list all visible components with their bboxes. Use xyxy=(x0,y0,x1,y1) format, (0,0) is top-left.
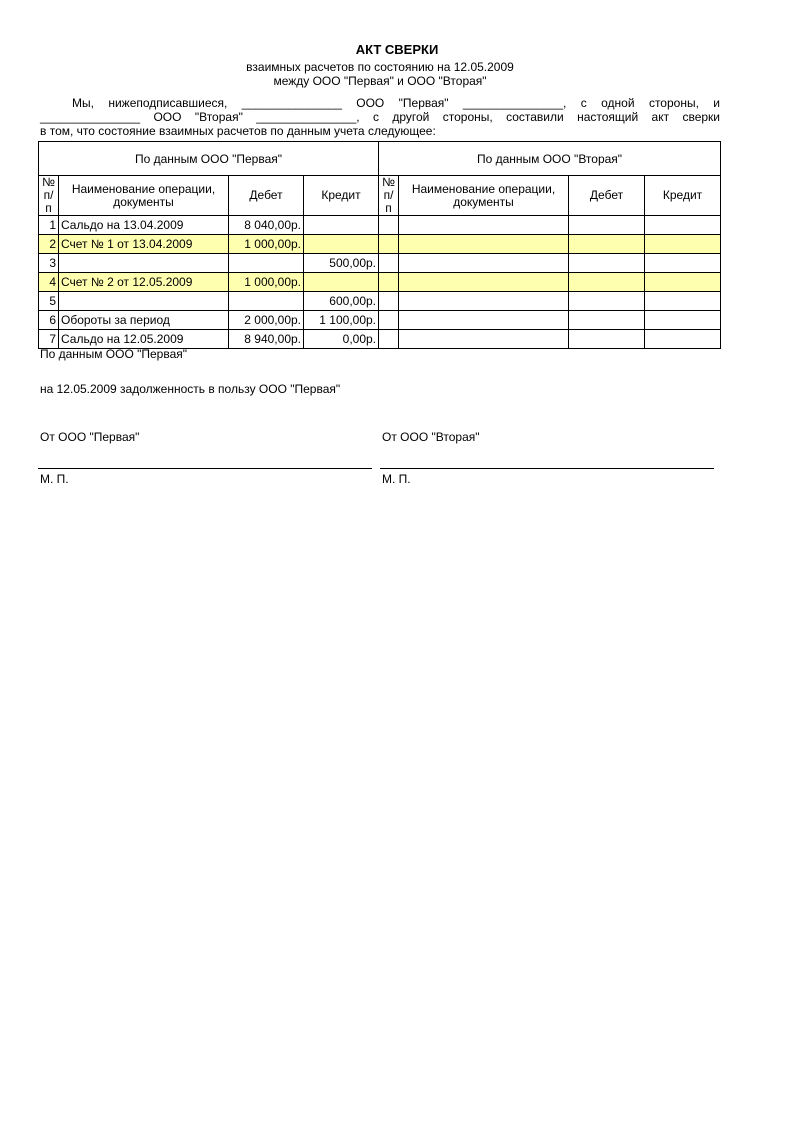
operation-name xyxy=(59,254,229,273)
operation-name xyxy=(59,292,229,311)
document-title: АКТ СВЕРКИ xyxy=(355,42,439,57)
operation-name: Счет № 1 от 13.04.2009 xyxy=(59,235,229,254)
col-num-header: № п/п xyxy=(379,176,399,216)
debit-amount-right xyxy=(569,273,645,292)
col-credit-header: Кредит xyxy=(645,176,721,216)
balance-note-source: По данным ООО "Первая" xyxy=(40,347,188,361)
signature-label-right: От ООО "Вторая" xyxy=(382,430,480,444)
row-number-right xyxy=(379,235,399,254)
row-number: 5 xyxy=(39,292,59,311)
table-row xyxy=(39,235,721,254)
subtitle-line-parties: между ООО "Первая" и ООО "Вторая" xyxy=(273,74,487,88)
table-row xyxy=(39,292,721,311)
operation-name-right xyxy=(399,292,569,311)
row-number-right xyxy=(379,292,399,311)
signature-label-left: От ООО "Первая" xyxy=(40,430,140,444)
row-number-right xyxy=(379,254,399,273)
operation-name-right xyxy=(399,330,569,349)
debit-amount xyxy=(229,292,304,311)
intro-line-1: Мы, нижеподписавшиеся, _______________ ООО "Первая" _______________, с одной стороны, и xyxy=(72,96,720,110)
reconciliation-table xyxy=(38,141,721,349)
table-row xyxy=(39,273,721,292)
document-subtitle xyxy=(0,60,760,88)
credit-amount: 1 100,00р. xyxy=(304,311,379,330)
stamp-place-left: М. П. xyxy=(40,472,69,486)
credit-amount xyxy=(304,216,379,235)
subtitle-line-date: взаимных расчетов по состоянию на 12.05.2009 xyxy=(246,60,514,74)
debit-amount-right xyxy=(569,254,645,273)
credit-amount-right xyxy=(645,330,721,349)
credit-amount xyxy=(304,235,379,254)
credit-amount-right xyxy=(645,292,721,311)
intro-paragraph xyxy=(40,96,720,138)
credit-amount-right xyxy=(645,254,721,273)
row-number: 2 xyxy=(39,235,59,254)
credit-amount: 600,00р. xyxy=(304,292,379,311)
debit-amount: 1 000,00р. xyxy=(229,235,304,254)
signature-line-left xyxy=(38,468,372,469)
debit-amount: 2 000,00р. xyxy=(229,311,304,330)
debit-amount-right xyxy=(569,292,645,311)
col-name-header: Наименование операции, документы xyxy=(399,176,569,216)
right-group-header: По данным ООО "Вторая" xyxy=(379,142,721,176)
table-row xyxy=(39,330,721,349)
debit-amount-right xyxy=(569,216,645,235)
intro-line-3: в том, что состояние взаимных расчетов по данным учета следующее: xyxy=(40,124,436,138)
operation-name: Сальдо на 13.04.2009 xyxy=(59,216,229,235)
row-number: 4 xyxy=(39,273,59,292)
credit-amount: 0,00р. xyxy=(304,330,379,349)
balance-note-debt: на 12.05.2009 задолженность в пользу ООО "Первая" xyxy=(40,382,341,396)
operation-name: Сальдо на 12.05.2009 xyxy=(59,330,229,349)
credit-amount-right xyxy=(645,273,721,292)
operation-name-right xyxy=(399,216,569,235)
credit-amount-right xyxy=(645,311,721,330)
col-name-header: Наименование операции, документы xyxy=(59,176,229,216)
operation-name-right xyxy=(399,273,569,292)
col-num-header: № п/п xyxy=(39,176,59,216)
table-row xyxy=(39,311,721,330)
row-number-right xyxy=(379,311,399,330)
operation-name-right xyxy=(399,311,569,330)
col-debit-header: Дебет xyxy=(569,176,645,216)
table-row xyxy=(39,254,721,273)
debit-amount-right xyxy=(569,235,645,254)
row-number: 1 xyxy=(39,216,59,235)
row-number: 6 xyxy=(39,311,59,330)
row-number-right xyxy=(379,216,399,235)
credit-amount xyxy=(304,273,379,292)
intro-line-2: _______________ ООО "Вторая" _______________, с другой стороны, составили настоящий акт сверки xyxy=(40,110,720,124)
operation-name: Счет № 2 от 12.05.2009 xyxy=(59,273,229,292)
credit-amount-right xyxy=(645,235,721,254)
row-number-right xyxy=(379,330,399,349)
operation-name-right xyxy=(399,254,569,273)
debit-amount: 8 040,00р. xyxy=(229,216,304,235)
debit-amount-right xyxy=(569,311,645,330)
debit-amount-right xyxy=(569,330,645,349)
stamp-place-right: М. П. xyxy=(382,472,411,486)
table-row xyxy=(39,216,721,235)
row-number-right xyxy=(379,273,399,292)
debit-amount: 1 000,00р. xyxy=(229,273,304,292)
credit-amount-right xyxy=(645,216,721,235)
debit-amount xyxy=(229,254,304,273)
operation-name: Обороты за период xyxy=(59,311,229,330)
left-group-header: По данным ООО "Первая" xyxy=(39,142,379,176)
operation-name-right xyxy=(399,235,569,254)
col-credit-header: Кредит xyxy=(304,176,379,216)
credit-amount: 500,00р. xyxy=(304,254,379,273)
row-number: 7 xyxy=(39,330,59,349)
signature-line-right xyxy=(380,468,714,469)
col-debit-header: Дебет xyxy=(229,176,304,216)
debit-amount: 8 940,00р. xyxy=(229,330,304,349)
row-number: 3 xyxy=(39,254,59,273)
